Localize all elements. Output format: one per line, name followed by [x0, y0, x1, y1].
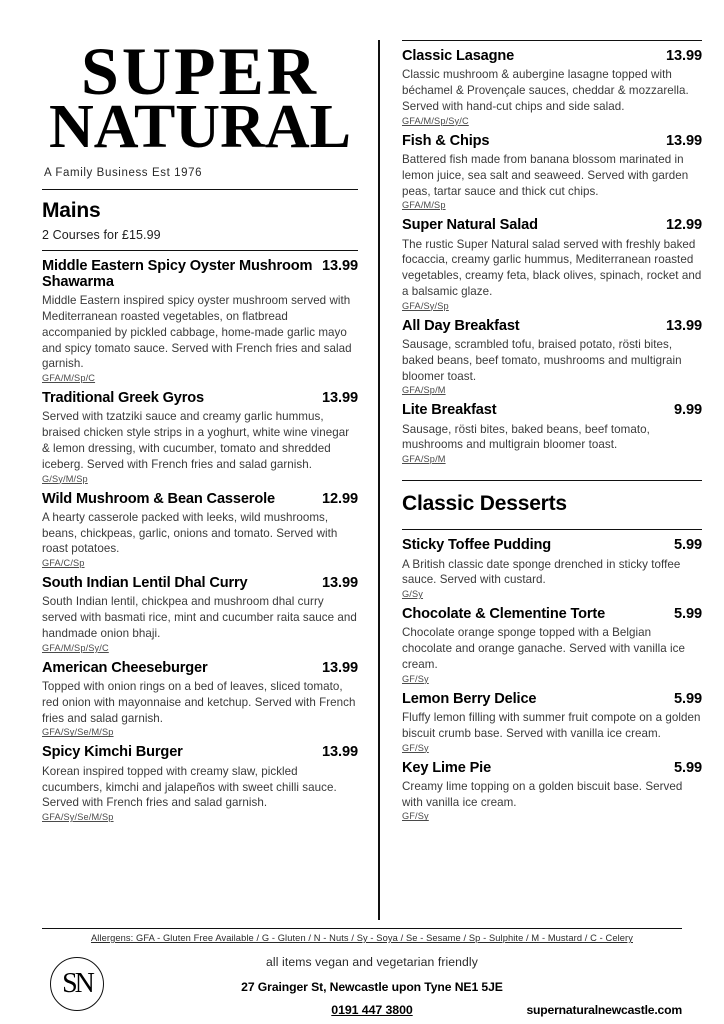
menu-item: [402, 217, 702, 310]
menu-item-price: 13.99: [665, 132, 702, 149]
menu-item-name: Traditional Greek Gyros: [42, 390, 205, 407]
divider-below-desserts-header: [402, 529, 702, 530]
menu-item-header: [402, 133, 702, 149]
menu-item-description: Creamy lime topping on a golden biscuit base. Served with vanilla ice cream.: [402, 779, 683, 809]
menu-columns: [0, 33, 724, 930]
menu-item-name: South Indian Lentil Dhal Curry: [42, 575, 248, 592]
menu-item-price: 5.99: [673, 690, 702, 707]
footer: [42, 928, 682, 1019]
menu-item: [42, 744, 358, 822]
menu-item-name: Chocolate & Clementine Torte: [402, 606, 606, 623]
vegan-note: all items vegan and vegetarian friendly: [266, 955, 478, 969]
menu-item-price: 13.99: [321, 390, 358, 407]
menu-item-name: Lemon Berry Delice: [402, 690, 537, 707]
menu-item-price: 5.99: [673, 759, 702, 776]
menu-item-name: Sticky Toffee Pudding: [402, 537, 552, 554]
menu-item-allergens: GF/Sy: [402, 673, 429, 684]
brand-tagline: A Family Business Est 1976: [44, 166, 203, 179]
menu-item-header: [402, 606, 702, 622]
divider-above-mains: [42, 189, 358, 190]
mains-title: Mains: [42, 198, 101, 222]
menu-item-description: The rustic Super Natural salad served with freshly baked focaccia, creamy garlic hummus, Mediterranean roasted vegetables, creamy feta, black olives, spinach, rocket and a balsamic glaze.: [402, 237, 702, 298]
menu-item-header: [402, 217, 702, 233]
brand-logo-line-2: NATURAL: [49, 92, 351, 161]
menu-item: [402, 606, 702, 684]
menu-item-price: 13.99: [665, 317, 702, 334]
menu-item-header: [402, 691, 702, 707]
menu-item: [42, 390, 358, 483]
menu-item-header: [42, 660, 358, 676]
menu-item-description: Korean inspired topped with creamy slaw, pickled cucumbers, kimchi and jalapeños with sweet chilli sauce. Served with French fries and salad garnish.: [42, 764, 337, 810]
sn-monogram-logo: SN: [50, 957, 104, 1011]
menu-item-price: 5.99: [673, 537, 702, 554]
menu-item-allergens: G/Sy: [402, 589, 424, 600]
allergen-key: Allergens: GFA - Gluten Free Available / G - Gluten / N - Nuts / Sy - Soya / Se - Sesame / Sp - Sulphite / M - Mustard / C - Celery: [90, 933, 633, 943]
menu-item: [402, 760, 702, 822]
menu-item-name: Classic Lasagne: [402, 48, 515, 64]
menu-item-header: [42, 744, 358, 760]
column-divider: [378, 40, 380, 920]
contact-row: [62, 1003, 682, 1019]
menu-item-header: [42, 390, 358, 406]
footer-body: [42, 955, 682, 1019]
menu-item-price: 13.99: [321, 575, 358, 592]
menu-item-allergens: GF/Sy: [402, 811, 429, 822]
menu-item-description: Classic mushroom & aubergine lasagne topped with béchamel & Provençale sauces, cheddar & mozzarella. Served with hand-cut chips and side salad.: [402, 68, 689, 113]
menu-item-description: Fluffy lemon filling with summer fruit compote on a golden biscuit crumb base. Served with vanilla ice cream.: [402, 711, 701, 740]
menu-item-name: Super Natural Salad: [402, 217, 538, 234]
brand-logo-line-1: SUPER: [81, 33, 319, 109]
menu-item-header: [402, 402, 702, 418]
menu-item-allergens: G/Sy/M/Sp: [42, 473, 88, 484]
menu-item: [402, 537, 702, 599]
menu-item-price: 13.99: [321, 659, 358, 676]
footer-divider: [42, 928, 682, 929]
menu-item-price: 13.99: [321, 257, 358, 274]
menu-item-allergens: GFA/Sp/M: [402, 385, 446, 396]
menu-item-price: 13.99: [665, 48, 702, 64]
menu-item-name: Middle Eastern Spicy Oyster Mushroom Shawarma: [42, 257, 313, 290]
menu-item-name: Key Lime Pie: [402, 759, 492, 776]
footer-center: [42, 955, 682, 1019]
left-items-list: [42, 258, 358, 822]
menu-item: [42, 575, 358, 653]
divider-below-mains-header: [42, 250, 358, 251]
menu-item-allergens: GFA/M/Sp/Sy/C: [402, 115, 469, 126]
menu-item: [402, 402, 702, 464]
menu-item-description: Served with tzatziki sauce and creamy garlic hummus, braised chicken style strips in a yoghurt, white wine vinegar & lemon dressing, with cucumber, tomato and shredded iceberg. Served with French fries and salad garnish.: [42, 410, 350, 471]
menu-item: [402, 133, 702, 211]
menu-item-description: Middle Eastern inspired spicy oyster mushroom served with Mediterranean roasted vegetables, on flatbread accompanied by pickled cabbage, home-made garlic mayo and spicy tomato sauce. Served with French fries and salad garnish.: [42, 294, 352, 371]
menu-item-allergens: GFA/Sy/Sp: [402, 300, 449, 311]
menu-item-price: 13.99: [321, 744, 358, 761]
masthead: [42, 33, 358, 179]
menu-item-price: 5.99: [673, 606, 702, 623]
mains-subtitle: 2 Courses for £15.99: [42, 227, 161, 242]
menu-item-price: 12.99: [665, 217, 702, 234]
menu-item-allergens: GFA/Sy/Se/M/Sp: [42, 727, 114, 738]
menu-item-header: [42, 258, 358, 291]
website-url[interactable]: supernaturalnewcastle.com: [526, 1003, 682, 1017]
menu-item-allergens: GF/Sy: [402, 742, 429, 753]
menu-item-allergens: GFA/Sp/M: [402, 454, 446, 465]
menu-item: [402, 48, 702, 126]
desserts-list: [402, 537, 702, 821]
menu-item-name: Fish & Chips: [402, 132, 490, 149]
menu-item-allergens: GFA/M/Sp: [402, 200, 446, 211]
menu-item-allergens: GFA/C/Sp: [42, 558, 85, 569]
menu-item-description: Sausage, scrambled tofu, braised potato, rösti bites, baked beans, beef tomato, mushrooms and multigrain bloomer toast.: [402, 338, 682, 383]
menu-item-description: A hearty casserole packed with leeks, wild mushrooms, beans, chickpeas, garlic, onions and tomato. Served with roast potatoes.: [42, 510, 338, 556]
divider-above-desserts: [402, 480, 702, 481]
left-column: [42, 33, 362, 930]
menu-item-allergens: GFA/M/Sp/Sy/C: [42, 642, 109, 653]
menu-item: [42, 660, 358, 738]
menu-item-description: Chocolate orange sponge topped with a Belgian chocolate and orange ganache. Served with vanilla ice cream.: [402, 626, 686, 671]
menu-item-header: [42, 491, 358, 507]
menu-item: [42, 491, 358, 569]
menu-item-header: [42, 575, 358, 591]
desserts-title: Classic Desserts: [402, 492, 567, 516]
menu-item-header: [402, 760, 702, 776]
mains-section-header: [42, 199, 358, 242]
menu-item-allergens: GFA/Sy/Se/M/Sp: [42, 812, 114, 823]
menu-item: [42, 258, 358, 384]
menu-item-price: 12.99: [321, 490, 358, 507]
right-mains-list: [402, 48, 702, 464]
menu-item-allergens: GFA/M/Sp/C: [42, 373, 96, 384]
menu-item-description: Sausage, rösti bites, baked beans, beef tomato, mushrooms and multigrain bloomer toast.: [402, 422, 650, 452]
menu-item-description: Battered fish made from banana blossom marinated in lemon juice, sea salt and seaweed. Served with garden peas, tartar sauce and thick cut chips.: [402, 152, 689, 198]
menu-item-name: Spicy Kimchi Burger: [42, 744, 183, 761]
menu-item-description: South Indian lentil, chickpea and mushroom dhal curry served with basmati rice, mint and cucumber raita sauce and handmade onion bhaji.: [42, 595, 357, 641]
right-column: [402, 40, 702, 930]
menu-item-name: American Cheeseburger: [42, 659, 208, 676]
menu-item: [402, 691, 702, 753]
menu-item-name: Wild Mushroom & Bean Casserole: [42, 490, 275, 507]
menu-item-header: [402, 318, 702, 334]
desserts-section: [402, 480, 702, 821]
menu-item-name: Lite Breakfast: [402, 402, 497, 419]
menu-item-description: Topped with onion rings on a bed of leaves, sliced tomato, red onion with mayonnaise and ketchup. Served with French fries and salad garnish.: [42, 680, 356, 725]
menu-item-price: 9.99: [673, 402, 702, 419]
divider-top-right-column: [402, 40, 702, 41]
menu-item-description: A British classic date sponge drenched in sticky toffee sauce. Served with custard.: [402, 557, 681, 587]
menu-item-name: All Day Breakfast: [402, 317, 520, 334]
menu-item-header: [402, 48, 702, 64]
menu-item: [402, 318, 702, 396]
menu-item-header: [402, 537, 702, 553]
phone-number[interactable]: 0191 447 3800: [331, 1003, 413, 1017]
address: 27 Grainger St, Newcastle upon Tyne NE1 5JE: [241, 980, 503, 994]
